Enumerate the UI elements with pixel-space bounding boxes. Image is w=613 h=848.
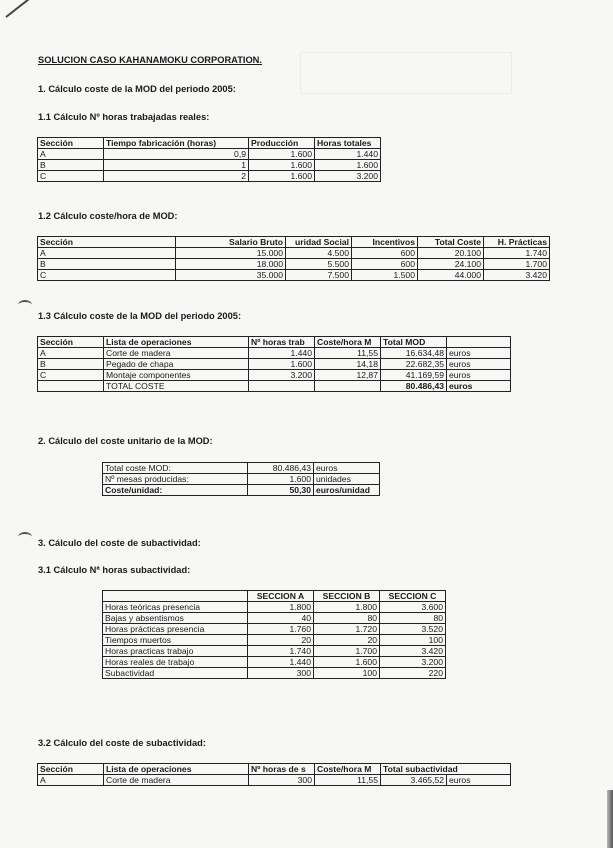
header-cell: Horas totales <box>315 138 381 149</box>
cell: 1.760 <box>248 624 314 635</box>
cell: 100 <box>314 668 380 679</box>
cell: Horas teóricas presencia <box>103 602 248 613</box>
cell: euros <box>447 370 511 381</box>
show-through-ghost <box>300 52 512 94</box>
cell: C <box>38 370 104 381</box>
cell: 7.500 <box>286 270 352 281</box>
table-mod-cost <box>37 336 511 392</box>
cell: 41.169,59 <box>381 370 447 381</box>
cell: 3.465,52 <box>381 775 447 786</box>
table-row <box>103 485 380 496</box>
cell: 1.700 <box>484 259 550 270</box>
cell: 2 <box>104 171 249 182</box>
table-row <box>38 171 381 182</box>
table-row <box>38 149 381 160</box>
table-row <box>103 474 380 485</box>
cell: 11,55 <box>315 775 381 786</box>
cell: 80.486,43 <box>381 381 447 392</box>
cell: 1.600 <box>249 160 315 171</box>
cell: 44.000 <box>418 270 484 281</box>
cell: 80.486,43 <box>248 463 314 474</box>
header-cell: Nº horas de s <box>249 764 315 775</box>
table-total-row <box>38 381 511 392</box>
cell: Corte de madera <box>104 775 249 786</box>
table-row <box>103 613 446 624</box>
cell: 300 <box>249 775 315 786</box>
cell: 1.600 <box>249 171 315 182</box>
header-cell: Coste/hora M <box>315 337 381 348</box>
table-row <box>103 635 446 646</box>
cell: 18.000 <box>176 259 286 270</box>
cell: 14,18 <box>315 359 381 370</box>
cell: 15.000 <box>176 248 286 259</box>
header-cell: Sección <box>38 337 104 348</box>
cell <box>38 381 104 392</box>
cell: 1.600 <box>314 657 380 668</box>
cell <box>249 381 315 392</box>
table-row <box>38 160 381 171</box>
cell: 20 <box>248 635 314 646</box>
cell <box>315 381 381 392</box>
page-edge-shadow <box>607 790 613 848</box>
cell: 3.420 <box>380 646 446 657</box>
section-3-heading: 3. Cálculo del coste de subactividad: <box>38 538 201 548</box>
cell: 4.500 <box>286 248 352 259</box>
cell: C <box>38 171 104 182</box>
cell: 20.100 <box>418 248 484 259</box>
cell: 24.100 <box>418 259 484 270</box>
header-cell: Incentivos <box>352 237 418 248</box>
header-cell: SECCION C <box>380 591 446 602</box>
header-cell: Sección <box>38 237 176 248</box>
header-cell: Lista de operaciones <box>104 337 249 348</box>
cell: Horas reales de trabajo <box>103 657 248 668</box>
section-3-1-heading: 3.1 Cálculo Nª horas subactividad: <box>38 565 191 575</box>
cell: 1.800 <box>248 602 314 613</box>
cell: 600 <box>352 259 418 270</box>
header-cell: Producción <box>249 138 315 149</box>
cell: Tiempos muertos <box>103 635 248 646</box>
table-hours-worked <box>37 137 381 182</box>
header-cell: Salario Bruto <box>176 237 286 248</box>
header-cell <box>103 591 248 602</box>
cell: euros <box>447 381 511 392</box>
header-cell: Coste/hora M <box>315 764 381 775</box>
cell: A <box>38 248 176 259</box>
section-3-2-heading: 3.2 Cálculo del coste de subactividad: <box>38 738 206 748</box>
cell: 220 <box>380 668 446 679</box>
section-1-heading: 1. Cálculo coste de la MOD del periodo 2005: <box>38 84 236 94</box>
cell: euros <box>447 775 511 786</box>
cell: 3.200 <box>249 370 315 381</box>
cell: 80 <box>314 613 380 624</box>
section-2-heading: 2. Cálculo del coste unitario de la MOD: <box>38 436 213 446</box>
cell: 100 <box>380 635 446 646</box>
cell: 600 <box>352 248 418 259</box>
table-row <box>103 646 446 657</box>
pen-mark <box>5 0 30 18</box>
table-row <box>103 668 446 679</box>
table-row <box>38 248 550 259</box>
cell: Nº mesas producidas: <box>103 474 248 485</box>
punch-hole-mark <box>18 532 32 542</box>
table-header-row <box>38 237 550 248</box>
table-header-row <box>103 591 446 602</box>
cell: unidades <box>314 474 380 485</box>
cell: 0,9 <box>104 149 249 160</box>
cell: 1.740 <box>484 248 550 259</box>
table-subactivity-hours <box>102 590 446 679</box>
cell: TOTAL COSTE <box>104 381 249 392</box>
header-cell: Sección <box>38 764 104 775</box>
table-header-row <box>38 764 511 775</box>
header-cell: Total MOD <box>381 337 447 348</box>
cell: 1.740 <box>248 646 314 657</box>
document-title: SOLUCION CASO KAHANAMOKU CORPORATION. <box>38 55 262 65</box>
section-1-2-heading: 1.2 Cálculo coste/hora de MOD: <box>38 211 178 221</box>
header-cell: Nº horas trab <box>249 337 315 348</box>
cell: 1 <box>104 160 249 171</box>
cell: 11,55 <box>315 348 381 359</box>
cell: B <box>38 359 104 370</box>
cell: Coste/unidad: <box>103 485 248 496</box>
table-row <box>38 348 511 359</box>
table-row <box>103 602 446 613</box>
section-1-1-heading: 1.1 Cálculo Nº horas trabajadas reales: <box>38 112 210 122</box>
table-cost-per-hour <box>37 236 550 281</box>
cell: euros <box>447 348 511 359</box>
table-header-row <box>38 337 511 348</box>
table-row <box>38 775 511 786</box>
cell: 50,30 <box>248 485 314 496</box>
table-header-row <box>38 138 381 149</box>
header-cell: H. Prácticas <box>484 237 550 248</box>
cell: euros <box>314 463 380 474</box>
cell: B <box>38 259 176 270</box>
cell: 1.600 <box>249 149 315 160</box>
table-row <box>38 270 550 281</box>
table-row <box>38 370 511 381</box>
punch-hole-mark <box>18 300 32 310</box>
cell: Horas prácticas presencia <box>103 624 248 635</box>
cell: 16.634,48 <box>381 348 447 359</box>
cell: 3.420 <box>484 270 550 281</box>
cell: 300 <box>248 668 314 679</box>
header-cell: SECCION A <box>248 591 314 602</box>
cell: 1.440 <box>315 149 381 160</box>
cell: 1.700 <box>314 646 380 657</box>
cell: 20 <box>314 635 380 646</box>
table-row <box>38 359 511 370</box>
cell: 1.440 <box>248 657 314 668</box>
cell: 12,87 <box>315 370 381 381</box>
cell: 5.500 <box>286 259 352 270</box>
cell: Bajas y absentismos <box>103 613 248 624</box>
header-cell: Total subactividad <box>381 764 511 775</box>
cell: 3.520 <box>380 624 446 635</box>
table-row <box>38 259 550 270</box>
header-cell: Tiempo fabricación (horas) <box>104 138 249 149</box>
cell: 1.720 <box>314 624 380 635</box>
cell: A <box>38 149 104 160</box>
header-cell: SECCION B <box>314 591 380 602</box>
cell: 80 <box>380 613 446 624</box>
cell: Horas practicas trabajo <box>103 646 248 657</box>
cell: 1.600 <box>248 474 314 485</box>
table-subactivity-cost <box>37 763 511 786</box>
cell: C <box>38 270 176 281</box>
cell: euros/unidad <box>314 485 380 496</box>
cell: 1.800 <box>314 602 380 613</box>
cell: euros <box>447 359 511 370</box>
table-row <box>103 657 446 668</box>
header-cell: Sección <box>38 138 104 149</box>
cell: 1.600 <box>315 160 381 171</box>
cell: 40 <box>248 613 314 624</box>
header-cell: Lista de operaciones <box>104 764 249 775</box>
cell: 3.200 <box>380 657 446 668</box>
cell: Pegado de chapa <box>104 359 249 370</box>
cell: 1.440 <box>249 348 315 359</box>
cell: 22.682,35 <box>381 359 447 370</box>
cell: 35.000 <box>176 270 286 281</box>
cell: 3.200 <box>315 171 381 182</box>
cell: 3.600 <box>380 602 446 613</box>
section-1-3-heading: 1.3 Cálculo coste de la MOD del periodo 2005: <box>38 311 242 321</box>
header-cell <box>447 337 511 348</box>
cell: A <box>38 348 104 359</box>
cell: Montaje componentes <box>104 370 249 381</box>
header-cell: uridad Social <box>286 237 352 248</box>
cell: 1.600 <box>249 359 315 370</box>
cell: Subactividad <box>103 668 248 679</box>
header-cell: Total Coste <box>418 237 484 248</box>
table-unit-cost <box>102 462 380 496</box>
cell: Corte de madera <box>104 348 249 359</box>
cell: Total coste MOD: <box>103 463 248 474</box>
table-row <box>103 463 380 474</box>
cell: B <box>38 160 104 171</box>
table-row <box>103 624 446 635</box>
cell: A <box>38 775 104 786</box>
cell: 1.500 <box>352 270 418 281</box>
